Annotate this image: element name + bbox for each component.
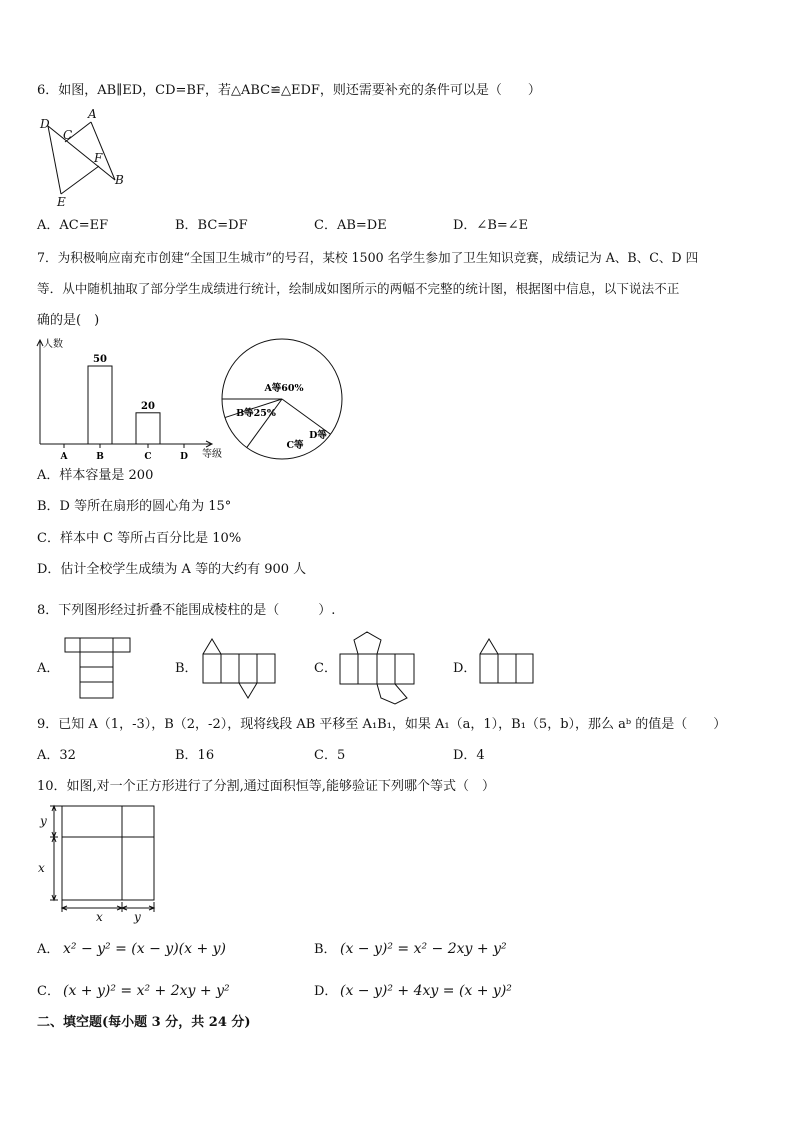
q7-stem-line1: 7．为积极响应南充市创建“全国卫生城市”的号召，某校 1500 名学生参加了卫生知识竞赛，成绩记为 A、B、C、D 四 (37, 250, 699, 265)
q10-option-c-formula: (x + y)² = x² + 2xy + y² (63, 983, 230, 999)
bar-chart-tick-label-A: A (60, 452, 68, 462)
q10-option-d-formula: (x − y)² + 4xy = (x + y)² (340, 983, 512, 999)
q8-option-d-label: D． (453, 661, 477, 676)
label-F: F (94, 151, 103, 165)
section2-heading: 二、填空题(每小题 3 分，共 24 分) (37, 1015, 251, 1030)
q10-stem: 10．如图,对一个正方形进行了分割,通过面积恒等,能够验证下列哪个等式（ ） (37, 779, 495, 794)
q7-stem-line3: 确的是( ) (37, 313, 100, 328)
q7-option-c: C．样本中 C 等所占百分比是 10% (37, 531, 242, 546)
q10-label-y-bottom: y (134, 910, 141, 924)
q10-label-x-bottom: x (96, 910, 103, 924)
bar-C (136, 413, 160, 444)
q9-stem: 9．已知 A（1，-3），B（2，-2），现将线段 AB 平移至 A₁B₁，如果 A₁（a，1），B₁（5，b），那么 aᵇ 的值是（ ） (37, 717, 727, 732)
bar-chart-tick-label-C: C (144, 452, 152, 462)
q8-net-a (63, 636, 133, 700)
pie-label-C: C等 (286, 440, 304, 451)
q7-option-d: D．估计全校学生成绩为 A 等的大约有 900 人 (37, 562, 307, 577)
q10-label-y-left: y (40, 814, 47, 828)
label-C: C (63, 128, 73, 142)
segment-DE (48, 126, 61, 194)
q10-square-figure (34, 804, 162, 926)
bar-chart-tick-label-B: B (96, 452, 104, 462)
q6-option-c: C．AB=DE (314, 218, 387, 233)
q6-stem: 6．如图，AB∥ED，CD=BF，若△ABC≌△EDF，则还需要补充的条件可以是（ ） (37, 83, 541, 98)
q8-option-b-label: B． (175, 661, 198, 676)
q8-option-a-label: A． (37, 661, 60, 676)
q10-option-b-label: B． (314, 942, 337, 957)
pie-slice-C (247, 399, 282, 448)
q9-option-c: C．5 (314, 748, 346, 763)
q10-option-c-label: C． (37, 984, 60, 999)
q9-option-d: D．4 (453, 748, 485, 763)
q7-stem-line2: 等．从中随机抽取了部分学生成绩进行统计，绘制成如图所示的两幅不完整的统计图，根据图中信息，以下说法不正 (37, 281, 680, 296)
bar-chart-ylabel: 人数 (43, 339, 63, 350)
q8-net-d (478, 636, 536, 688)
q6-option-d: D．∠B=∠E (453, 218, 529, 233)
pie-label-A: A等60% (264, 383, 304, 394)
pie-chart (220, 337, 344, 461)
q10-label-x-left: x (38, 861, 45, 875)
q8-net-c (337, 628, 417, 708)
bar-data-label-B: 50 (93, 354, 107, 365)
bar-data-label-C: 20 (141, 400, 155, 412)
label-E: E (57, 195, 66, 209)
q8-stem: 8．下列图形经过折叠不能围成棱柱的是（ ）. (37, 603, 336, 618)
q6-figure (38, 108, 133, 208)
q10-option-b-formula: (x − y)² = x² − 2xy + y² (340, 941, 507, 957)
pie-slice-B (282, 399, 331, 434)
q10-option-d-label: D． (314, 984, 338, 999)
bar-chart-tick-label-D: D (180, 452, 188, 462)
q10-option-a-formula: x² − y² = (x − y)(x + y) (63, 941, 227, 957)
segment-DB (48, 126, 115, 180)
q7-option-a: A．样本容量是 200 (37, 468, 154, 483)
bar-chart (30, 336, 230, 462)
q8-net-b (201, 636, 277, 702)
q9-option-a: A．32 (37, 748, 76, 763)
pie-label-B: B等25% (236, 408, 276, 419)
q10-option-a-label: A． (37, 942, 60, 957)
label-A: A (88, 107, 97, 121)
q9-option-b: B．16 (175, 748, 215, 763)
big-square (62, 806, 154, 900)
q6-option-b: B．BC=DF (175, 218, 248, 233)
pie-label-D: D等 (309, 430, 327, 441)
bar-chart-xlabel: 等级 (202, 449, 222, 460)
q8-option-c-label: C． (314, 661, 337, 676)
bar-B (88, 366, 112, 444)
q6-option-a: A．AC=EF (37, 218, 109, 233)
segment-EF (61, 166, 99, 194)
label-D: D (40, 117, 50, 131)
q7-option-b: B．D 等所在扇形的圆心角为 15° (37, 499, 232, 514)
label-B: B (115, 173, 124, 187)
